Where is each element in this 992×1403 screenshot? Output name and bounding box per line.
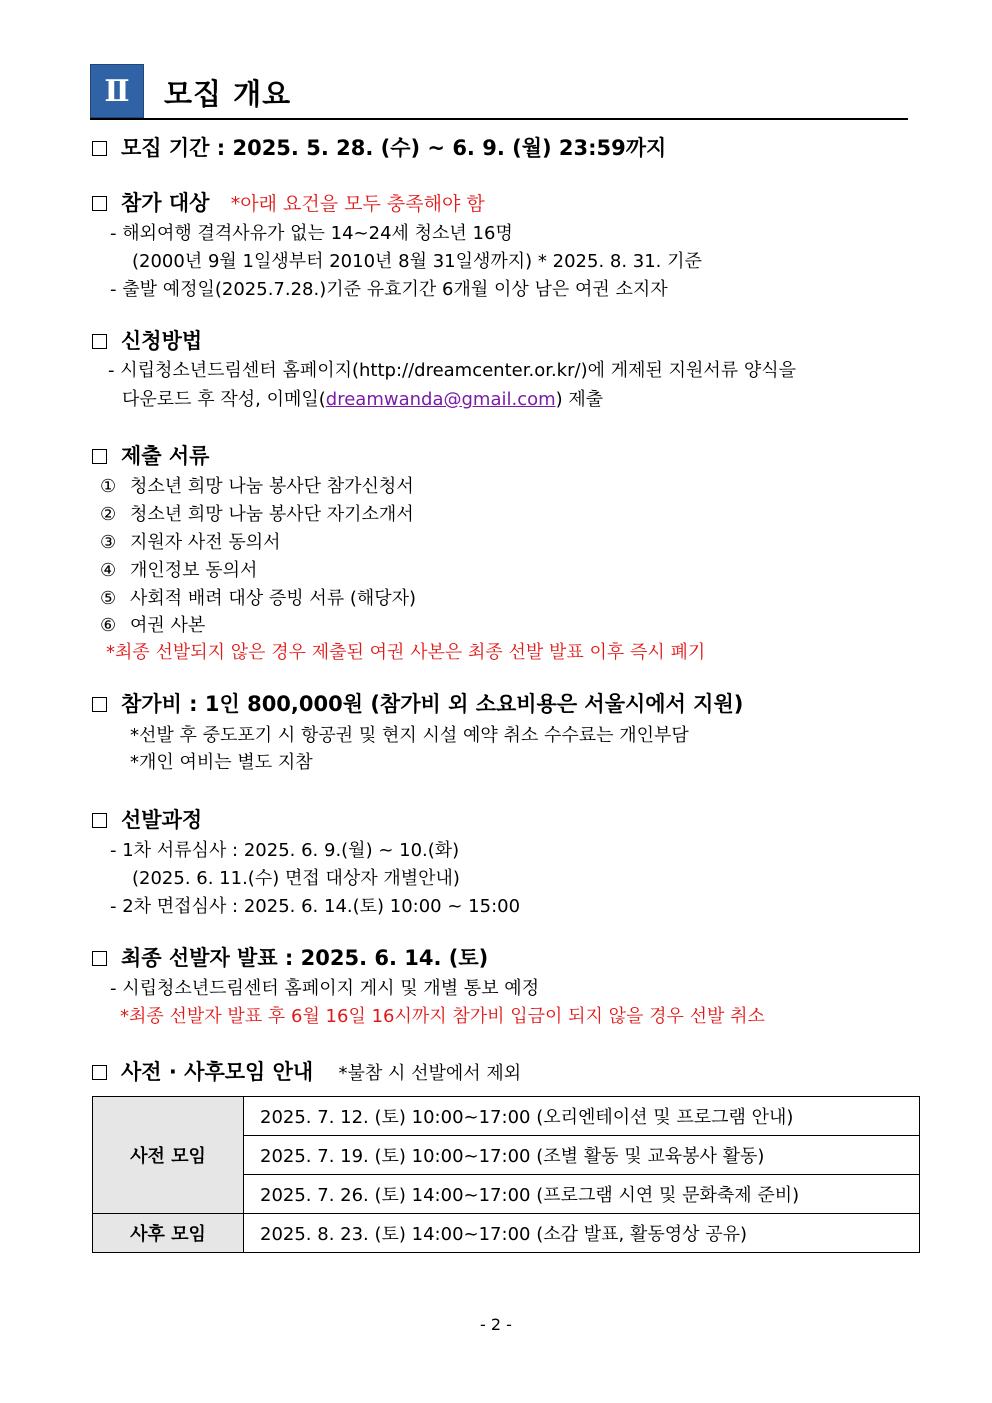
fee-heading: 참가비 : 1인 800,000원 (참가비 외 소요비용은 서울시에서 지원) bbox=[92, 688, 743, 718]
pre-meeting-date: 2025. 7. 26. (토) 14:00~17:00 (프로그램 시연 및 문화축제 준비) bbox=[244, 1175, 920, 1214]
checkbox-square-icon bbox=[92, 196, 107, 211]
passport-disposal-note: *최종 선발되지 않은 경우 제출된 여권 사본은 최종 선발 발표 이후 즉시 폐기 bbox=[106, 642, 706, 663]
meetings-heading: 사전 · 사후모임 안내 *불참 시 선발에서 제외 bbox=[92, 1056, 521, 1086]
target-line: - 해외여행 결격사유가 없는 14~24세 청소년 16명 bbox=[110, 223, 513, 244]
header-divider bbox=[90, 118, 908, 120]
checkbox-square-icon bbox=[92, 334, 107, 349]
selection-line: - 1차 서류심사 : 2025. 6. 9.(월) ~ 10.(화) bbox=[110, 840, 460, 861]
document-item: ③ 지원자 사전 동의서 bbox=[100, 532, 281, 553]
selection-line: - 2차 면접심사 : 2025. 6. 14.(토) 10:00 ~ 15:00 bbox=[110, 896, 521, 917]
table-row bbox=[93, 1097, 920, 1136]
selection-line: (2025. 6. 11.(수) 면접 대상자 개별안내) bbox=[132, 868, 460, 889]
section-title: 모집 개요 bbox=[164, 77, 292, 111]
table-row bbox=[93, 1214, 920, 1253]
document-item: ⑥ 여권 사본 bbox=[100, 615, 206, 636]
recruit-period-heading: 모집 기간 : 2025. 5. 28. (수) ~ 6. 9. (월) 23:59까지 bbox=[92, 132, 666, 162]
checkbox-square-icon bbox=[92, 449, 107, 464]
documents-heading: 제출 서류 bbox=[92, 440, 209, 470]
pre-meeting-date: 2025. 7. 19. (토) 10:00~17:00 (조별 활동 및 교육봉사 활동) bbox=[244, 1136, 920, 1175]
fee-note: *선발 후 중도포기 시 항공권 및 현지 시설 예약 취소 수수료는 개인부담 bbox=[130, 725, 689, 746]
pre-meeting-label: 사전 모임 bbox=[93, 1097, 244, 1214]
checkbox-square-icon bbox=[92, 141, 107, 156]
document-item: ④ 개인정보 동의서 bbox=[100, 560, 258, 581]
announce-heading: 최종 선발자 발표 : 2025. 6. 14. (토) bbox=[92, 942, 488, 972]
checkbox-square-icon bbox=[92, 813, 107, 828]
target-heading: 참가 대상 *아래 요건을 모두 충족해야 함 bbox=[92, 187, 485, 217]
apply-line-email: 다운로드 후 작성, 이메일(dreamwanda@gmail.com) 제출 bbox=[122, 389, 604, 410]
post-meeting-date: 2025. 8. 23. (토) 14:00~17:00 (소감 발표, 활동영상 공유) bbox=[244, 1214, 920, 1253]
announce-line: - 시립청소년드림센터 홈페이지 게시 및 개별 통보 예정 bbox=[110, 978, 540, 999]
apply-line: - 시립청소년드림센터 홈페이지(http://dreamcenter.or.kr/)에 게제된 지원서류 양식을 bbox=[108, 360, 797, 381]
pre-meeting-date: 2025. 7. 12. (토) 10:00~17:00 (오리엔테이션 및 프로그램 안내) bbox=[244, 1097, 920, 1136]
document-item: ① 청소년 희망 나눔 봉사단 참가신청서 bbox=[100, 476, 414, 497]
section-header bbox=[90, 64, 908, 120]
checkbox-square-icon bbox=[92, 951, 107, 966]
apply-heading: 신청방법 bbox=[92, 325, 202, 355]
section-number-badge: Ⅱ bbox=[90, 64, 144, 118]
target-requirement-note: *아래 요건을 모두 충족해야 함 bbox=[230, 193, 485, 215]
checkbox-square-icon bbox=[92, 1065, 107, 1080]
checkbox-square-icon bbox=[92, 697, 107, 712]
email-link[interactable]: dreamwanda@gmail.com bbox=[325, 389, 556, 410]
target-line: (2000년 9월 1일생부터 2010년 8월 31일생까지) * 2025. 8. 31. 기준 bbox=[132, 251, 702, 272]
fee-note: *개인 여비는 별도 지참 bbox=[130, 752, 313, 773]
payment-deadline-note: *최종 선발자 발표 후 6월 16일 16시까지 참가비 입금이 되지 않을 경우 선발 취소 bbox=[120, 1006, 765, 1027]
selection-heading: 선발과정 bbox=[92, 804, 202, 834]
meetings-table bbox=[92, 1096, 920, 1253]
post-meeting-label: 사후 모임 bbox=[93, 1214, 244, 1253]
meetings-note: *불참 시 선발에서 제외 bbox=[338, 1063, 522, 1084]
document-item: ⑤ 사회적 배려 대상 증빙 서류 (해당자) bbox=[100, 588, 417, 609]
page-number: - 2 - bbox=[480, 1315, 512, 1334]
document-item: ② 청소년 희망 나눔 봉사단 자기소개서 bbox=[100, 504, 414, 525]
target-line: - 출발 예정일(2025.7.28.)기준 유효기간 6개월 이상 남은 여권 소지자 bbox=[110, 279, 668, 300]
